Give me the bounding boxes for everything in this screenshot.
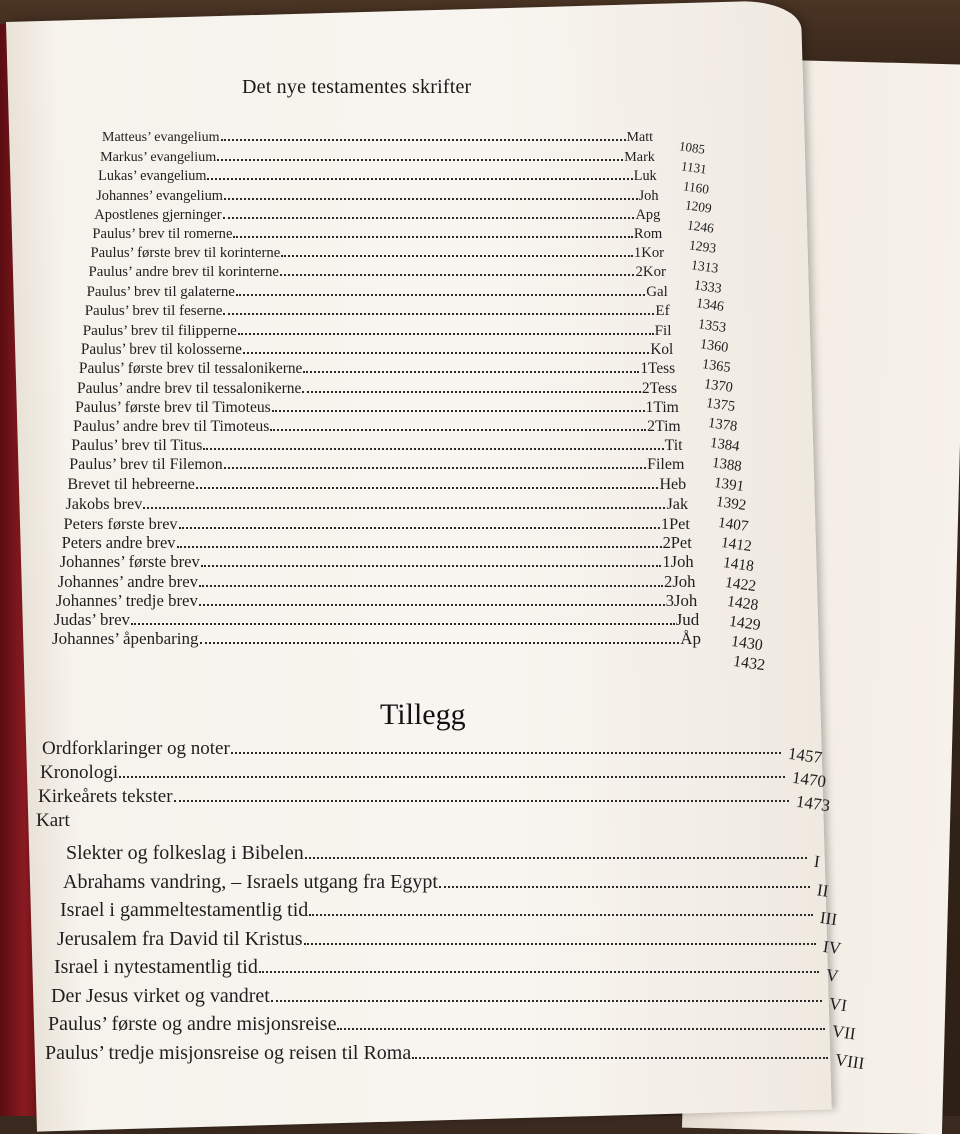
book-name: Peters andre brev xyxy=(61,533,176,553)
toc-row xyxy=(102,130,653,146)
page-number: 1370 xyxy=(703,375,734,396)
map-name: Paulus’ tredje misjonsreise og reisen til Roma xyxy=(45,1041,412,1064)
book-abbreviation: 1Tess xyxy=(640,360,676,378)
book-abbreviation: Joh xyxy=(638,187,659,204)
page-number: 1375 xyxy=(705,395,737,416)
toc-row xyxy=(67,476,686,494)
map-row xyxy=(51,985,823,1008)
book-name: Paulus’ brev til galaterne xyxy=(86,283,235,300)
toc-row xyxy=(56,591,697,611)
page-number: 1293 xyxy=(688,237,718,256)
book-abbreviation: Gal xyxy=(646,283,668,300)
page-number: 1346 xyxy=(694,296,725,316)
page-number: 1378 xyxy=(707,415,739,436)
toc-row xyxy=(62,533,692,553)
book-name: Matteus’ evangelium xyxy=(102,130,220,145)
book-abbreviation: Tit xyxy=(664,437,683,455)
toc-row xyxy=(60,552,694,572)
book-name: Paulus’ første brev til tessalonikerne xyxy=(78,360,303,378)
dot-leader xyxy=(174,800,789,802)
book-abbreviation: 2Tess xyxy=(641,379,677,397)
dot-leader xyxy=(203,448,663,450)
book-name: Brevet til hebreerne xyxy=(67,475,195,493)
book-abbreviation: Kol xyxy=(650,341,674,359)
toc-row xyxy=(87,284,668,301)
appendix-name: Kart xyxy=(36,810,70,831)
map-row xyxy=(63,871,811,894)
book-name: Markus’ evangelium xyxy=(100,149,217,166)
dot-leader xyxy=(259,971,819,973)
toc-row xyxy=(92,226,662,243)
page-number: 1473 xyxy=(794,791,832,816)
dot-leader xyxy=(201,565,662,567)
book-abbreviation: Mark xyxy=(624,149,655,166)
toc-row xyxy=(52,629,701,649)
dot-leader xyxy=(199,585,663,587)
page-number: 1209 xyxy=(684,197,713,217)
dot-leader xyxy=(337,1028,825,1030)
appendix-name: Ordforklaringer og noter xyxy=(42,738,230,759)
dot-leader xyxy=(439,886,810,888)
book-abbreviation: 1Kor xyxy=(633,245,665,262)
book-abbreviation: Åp xyxy=(680,629,701,649)
toc-row xyxy=(58,572,696,592)
dot-leader xyxy=(224,467,646,469)
roman-page-number: IV xyxy=(821,936,843,958)
book-name: Peters første brev xyxy=(63,514,178,533)
map-row xyxy=(60,899,814,922)
page-number: 1085 xyxy=(678,138,706,157)
page-number: 1365 xyxy=(700,355,732,376)
appendix-row xyxy=(38,786,790,808)
book-abbreviation: 2Pet xyxy=(662,533,692,553)
toc-row xyxy=(69,456,684,474)
dot-leader xyxy=(305,857,807,859)
dot-leader xyxy=(243,352,649,354)
page-number: 1353 xyxy=(696,316,727,337)
book-name: Paulus’ brev til romerne xyxy=(92,226,233,242)
book-name: Johannes’ første brev xyxy=(59,552,200,572)
book-name: Paulus’ brev til Titus xyxy=(71,437,203,455)
page-number: 1429 xyxy=(727,613,762,635)
dot-leader xyxy=(143,507,665,509)
page-title: Det nye testamentes skrifter xyxy=(242,76,472,98)
book-name: Johannes’ tredje brev xyxy=(55,590,198,610)
roman-page-number: III xyxy=(818,907,839,930)
roman-page-number: VI xyxy=(827,993,849,1015)
book-abbreviation: Rom xyxy=(633,226,663,242)
dot-leader xyxy=(207,178,632,180)
page-number: 1407 xyxy=(717,514,750,536)
book-abbreviation: 3Joh xyxy=(665,590,698,610)
toc-row xyxy=(98,168,657,185)
book-abbreviation: 1Pet xyxy=(660,514,690,533)
book-name: Paulus’ brev til filipperne xyxy=(82,322,237,339)
book-name: Lukas’ evangelium xyxy=(98,168,207,185)
dot-leader xyxy=(272,410,645,412)
dot-leader xyxy=(196,487,659,489)
book-name: Johannes’ evangelium xyxy=(96,187,223,204)
dot-leader xyxy=(179,527,660,529)
book-name: Paulus’ andre brev til tessalonikerne xyxy=(77,379,302,397)
dot-leader xyxy=(236,294,645,296)
page-number: 1160 xyxy=(682,177,711,197)
toc-row xyxy=(90,245,664,262)
roman-page-number: V xyxy=(824,965,840,986)
map-row xyxy=(45,1042,829,1065)
page-number: 1131 xyxy=(680,158,708,177)
page-number: 1313 xyxy=(690,256,720,276)
dot-leader xyxy=(231,752,781,754)
appendix-name: Kronologi xyxy=(40,762,119,783)
page-number: 1360 xyxy=(698,336,730,356)
book-name: Johannes’ andre brev xyxy=(57,571,198,591)
roman-page-number: VIII xyxy=(833,1049,866,1073)
book-name: Paulus’ første brev til Timoteus xyxy=(75,398,271,416)
dot-leader xyxy=(217,159,623,161)
book-name: Paulus’ brev til kolosserne xyxy=(80,341,242,359)
book-abbreviation: Luk xyxy=(633,168,657,185)
book-abbreviation: 2Tim xyxy=(647,418,681,435)
toc-row xyxy=(100,149,655,166)
map-row xyxy=(48,1013,826,1036)
toc-row xyxy=(71,437,682,455)
dot-leader xyxy=(280,274,635,276)
page-number: 1470 xyxy=(790,767,828,792)
dot-leader xyxy=(238,333,654,335)
appendix-heading: Tillegg xyxy=(380,698,466,731)
dot-leader xyxy=(271,1000,822,1002)
toc-row xyxy=(89,264,666,281)
roman-page-number: II xyxy=(815,879,830,901)
toc-row xyxy=(96,188,658,205)
page-number: 1432 xyxy=(732,652,767,674)
dot-leader xyxy=(304,943,817,945)
page-number: 1422 xyxy=(723,573,757,595)
dot-leader xyxy=(270,429,646,431)
page-number: 1384 xyxy=(709,435,741,455)
book-name: Jakobs brev xyxy=(65,494,143,513)
dot-leader xyxy=(309,914,813,916)
dot-leader xyxy=(223,217,635,219)
page-number: 1388 xyxy=(711,454,743,475)
roman-page-number: VII xyxy=(830,1021,857,1044)
dot-leader xyxy=(303,371,639,373)
book-abbreviation: Apg xyxy=(635,206,661,223)
book-name: Johannes’ åpenbaring xyxy=(52,629,199,649)
book-name: Paulus’ brev til feserne xyxy=(84,302,223,319)
page-number: 1392 xyxy=(715,494,748,515)
dot-leader xyxy=(119,776,785,778)
book-abbreviation: Jud xyxy=(675,610,700,629)
dot-leader xyxy=(199,604,665,606)
toc-row xyxy=(54,610,699,630)
page-number: 1418 xyxy=(721,553,755,575)
toc-row xyxy=(85,303,670,320)
map-row xyxy=(57,928,817,951)
book-abbreviation: 1Joh xyxy=(662,552,694,572)
roman-page-number: I xyxy=(812,851,822,872)
map-name: Paulus’ første og andre misjonsreise xyxy=(48,1013,337,1035)
map-name: Israel i gammeltestamentlig tid xyxy=(60,899,309,921)
book-abbreviation: Ef xyxy=(655,302,670,319)
page-number: 1428 xyxy=(725,593,760,615)
page-number: 1430 xyxy=(729,632,764,655)
toc-row xyxy=(77,380,677,398)
page-number: 1391 xyxy=(713,474,746,495)
book-abbreviation: Jak xyxy=(666,494,689,513)
toc-row xyxy=(64,514,690,534)
dot-leader xyxy=(412,1057,828,1059)
map-name: Jerusalem fra David til Kristus xyxy=(57,927,303,950)
map-name: Der Jesus virket og vandret xyxy=(51,984,270,1007)
book-name: Judas’ brev xyxy=(53,610,130,629)
dot-leader xyxy=(224,198,638,200)
dot-leader xyxy=(233,236,632,238)
book-name: Paulus’ første brev til korinterne xyxy=(90,245,281,262)
appendix-name: Kirkeårets tekster xyxy=(38,786,173,807)
page-number: 1333 xyxy=(692,276,723,296)
book-abbreviation: 2Kor xyxy=(635,264,666,281)
book-abbreviation: 2Joh xyxy=(664,571,696,591)
map-name: Israel i nytestamentlig tid xyxy=(54,956,258,978)
appendix-row xyxy=(42,738,782,760)
book-abbreviation: 1Tim xyxy=(645,398,679,416)
dot-leader xyxy=(221,139,626,141)
map-name: Slekter og folkeslag i Bibelen xyxy=(66,842,304,864)
dot-leader xyxy=(131,623,675,625)
appendix-row xyxy=(36,810,70,832)
toc-row xyxy=(81,341,673,359)
book-name: Paulus’ andre brev til Timoteus xyxy=(73,418,270,435)
toc-row xyxy=(75,399,679,417)
toc-row xyxy=(94,207,660,224)
book-abbreviation: Heb xyxy=(659,475,687,493)
dot-leader xyxy=(302,391,641,393)
toc-row xyxy=(73,418,681,436)
page-number: 1412 xyxy=(719,533,753,556)
page-number: 1457 xyxy=(786,743,824,768)
map-name: Abrahams vandring, – Israels utgang fra Egypt xyxy=(63,870,438,893)
dot-leader xyxy=(223,313,654,315)
book-abbreviation: Fil xyxy=(654,322,672,339)
book-name: Paulus’ brev til Filemon xyxy=(69,456,223,474)
toc-row xyxy=(79,360,675,378)
dot-leader xyxy=(281,255,633,257)
map-row xyxy=(66,842,808,865)
book-name: Apostlenes gjerninger xyxy=(94,206,222,223)
book-name: Paulus’ andre brev til korinterne xyxy=(88,264,279,281)
map-row xyxy=(54,956,820,979)
book-abbreviation: Matt xyxy=(626,130,653,145)
book-abbreviation: Filem xyxy=(647,456,685,474)
page-number: 1246 xyxy=(686,217,716,236)
dot-leader xyxy=(200,642,680,644)
dot-leader xyxy=(177,546,662,548)
appendix-row xyxy=(40,762,786,784)
toc-row xyxy=(65,495,688,514)
toc-row xyxy=(83,322,672,340)
